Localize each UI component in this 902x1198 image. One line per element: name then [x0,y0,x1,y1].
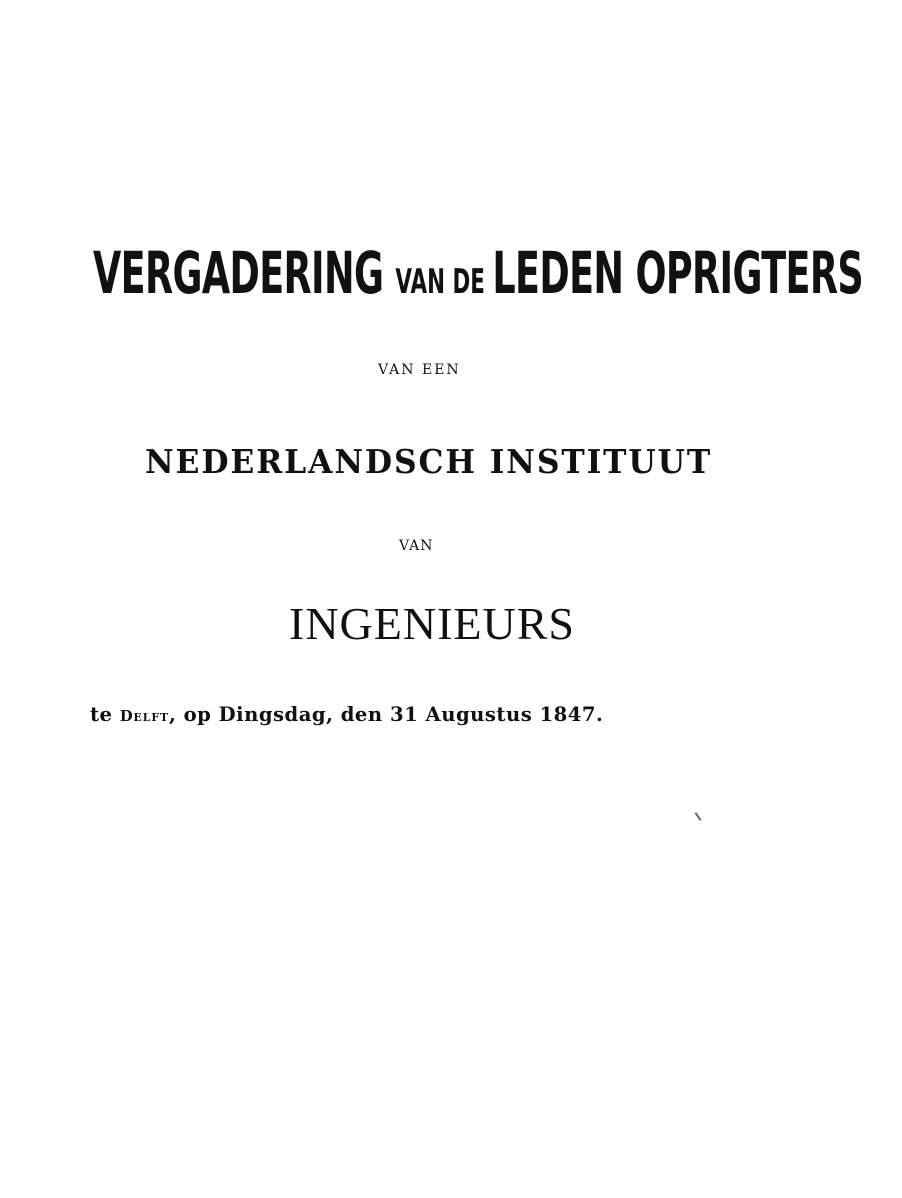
institute-name: NEDERLANDSCH INSTITUUT [145,442,713,481]
heading-word-vergadering: VERGADERING [93,239,396,307]
dateline-prefix: te [90,702,120,726]
subheading-van-een: VAN EEN [378,362,461,378]
dateline-place: Delft [119,707,169,725]
dateline [90,700,796,730]
engineers-heading: INGENIEURS [289,598,575,649]
paper-speck [695,812,702,821]
dateline-date: , op Dingsdag, den 31 Augustus 1847. [168,702,604,726]
heading-words-leden-oprigters: LEDEN OPRIGTERS [492,239,864,307]
subheading-van: VAN [399,538,434,554]
main-heading [93,238,864,308]
heading-word-de: DE [452,262,493,302]
heading-word-van: VAN [395,262,453,302]
